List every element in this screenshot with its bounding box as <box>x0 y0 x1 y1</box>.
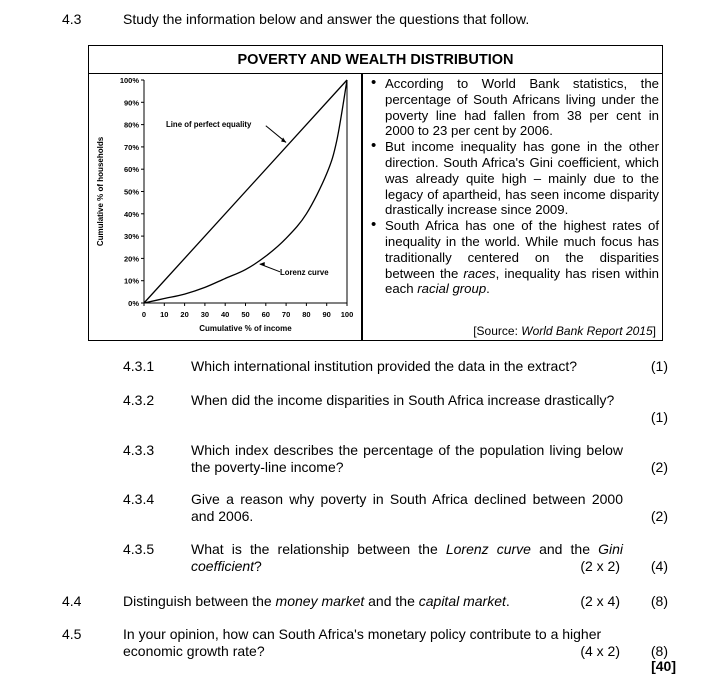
sub-question-number: 4.3.1 <box>123 358 155 374</box>
annotation-perfect-equality: Line of perfect equality <box>166 119 252 129</box>
poverty-wealth-panel <box>88 45 663 341</box>
sub-question-number: 4.3.2 <box>123 392 155 408</box>
y-tick-label: 0% <box>128 299 139 308</box>
y-tick-label: 10% <box>123 276 139 286</box>
y-tick-label: 40% <box>123 209 139 219</box>
source-prefix: [Source: <box>473 324 522 338</box>
annotation-lorenz: Lorenz curve <box>280 268 329 278</box>
x-tick-label: 90 <box>322 310 331 319</box>
sub-question-text <box>191 491 623 525</box>
sub-question-number: 4.3.3 <box>123 442 155 458</box>
sub-question-number: 4.3.5 <box>123 541 155 557</box>
italic-text: Gini coefficient <box>191 541 623 574</box>
text-run: , inequality has risen within each <box>385 265 659 297</box>
panel-bullets <box>367 76 659 297</box>
text-run: What is the relationship between the <box>191 541 446 557</box>
y-tick-label: 80% <box>123 120 139 130</box>
x-tick-label: 0 <box>141 310 147 319</box>
italic-text: races <box>463 265 496 281</box>
question-instruction: Study the information below and answer the questions that follow. <box>123 11 530 27</box>
text-run: Which international institution provided the data in the extract? <box>191 358 578 374</box>
italic-text: racial group <box>417 281 487 297</box>
x-tick-label: 80 <box>302 310 311 319</box>
x-tick-label: 40 <box>221 310 230 319</box>
panel-bullet <box>367 139 659 218</box>
y-tick-label: 70% <box>123 142 139 152</box>
y-tick-label: 100% <box>119 76 139 85</box>
text-run: Distinguish between the <box>123 593 276 609</box>
sub-question-number: 4.3.4 <box>123 491 155 507</box>
x-tick-label: 70 <box>281 310 291 319</box>
question-marks: (1) <box>650 358 668 374</box>
question-number-4-3: 4.3 <box>62 11 82 27</box>
text-run: In your opinion, how can South Africa's monetary policy contribute to a higher economic growth rate? <box>123 626 602 659</box>
y-tick-label: 20% <box>123 254 139 264</box>
question-marks: (1) <box>650 409 668 425</box>
main-question-number: 4.5 <box>62 626 82 642</box>
sub-question-text <box>191 541 623 575</box>
y-tick-label: 60% <box>123 165 139 175</box>
mark-allocation: (2 x 2) <box>580 558 620 574</box>
mark-allocation: (4 x 2) <box>580 643 620 659</box>
text-run: and the <box>364 593 419 609</box>
y-tick-label: 30% <box>123 232 139 242</box>
text-run: . <box>505 593 510 609</box>
question-marks: (8) <box>650 593 668 609</box>
main-question-number: 4.4 <box>62 593 82 609</box>
panel-title: POVERTY AND WEALTH DISTRIBUTION <box>89 46 662 74</box>
y-tick-label: 90% <box>123 98 139 108</box>
panel-bullet <box>367 76 659 139</box>
x-tick-label: 100 <box>340 310 354 319</box>
text-run: Give a reason why poverty in South Africa declined between 2000 and 2006. <box>191 491 623 524</box>
text-run: According to World Bank statistics, the percentage of South Africans living under the poverty line had fallen from 38 per cent in 2000 to 23 per cent by 2006. <box>385 76 659 139</box>
text-run: ? <box>254 558 262 574</box>
text-run: But income inequality has gone in the other direction. South Africa's Gini coefficient, which was already quite high – mainly due to the legacy of apartheid, has seen income disparity drastically increase since 2009. <box>385 139 659 218</box>
sub-question-text <box>191 442 623 476</box>
source-suffix: ] <box>652 324 656 338</box>
panel-divider <box>361 74 363 340</box>
italic-text: Lorenz curve <box>445 541 531 557</box>
italic-text: money market <box>275 593 365 609</box>
y-axis-label: Cumulative % of households <box>96 136 105 247</box>
x-tick-label: 20 <box>180 310 189 319</box>
main-question-text <box>123 593 543 610</box>
x-tick-label: 10 <box>160 310 169 319</box>
text-run: South Africa has one of the highest rates of inequality in the world. While much focus has traditionally centered on the disparities between the <box>385 218 659 281</box>
text-run: Which index describes the percentage of the population living below the poverty-line income? <box>191 442 623 475</box>
question-marks: (4) <box>650 558 668 574</box>
x-tick-label: 60 <box>261 310 270 319</box>
text-run: When did the income disparities in South Africa increase drastically? <box>191 392 615 408</box>
sub-question-text <box>191 358 623 375</box>
y-tick-label: 50% <box>123 187 139 197</box>
mark-allocation: (2 x 4) <box>580 593 620 609</box>
sub-question-text <box>191 392 623 409</box>
question-marks: (8) <box>650 643 668 659</box>
annotation-arrowhead <box>281 137 286 142</box>
text-run: and the <box>530 541 599 557</box>
lorenz-chart <box>89 74 361 340</box>
panel-bullet <box>367 218 659 297</box>
total-marks: [40] <box>651 658 676 674</box>
source-name: World Bank Report 2015 <box>521 324 653 338</box>
x-axis-label: Cumulative % of income <box>199 324 292 333</box>
question-marks: (2) <box>650 508 668 524</box>
x-tick-label: 50 <box>241 310 250 319</box>
main-question-text <box>123 626 623 660</box>
x-tick-label: 30 <box>200 310 210 319</box>
text-run: . <box>486 281 490 297</box>
source-citation <box>473 324 656 338</box>
question-marks: (2) <box>650 459 668 475</box>
italic-text: capital market <box>418 593 506 609</box>
